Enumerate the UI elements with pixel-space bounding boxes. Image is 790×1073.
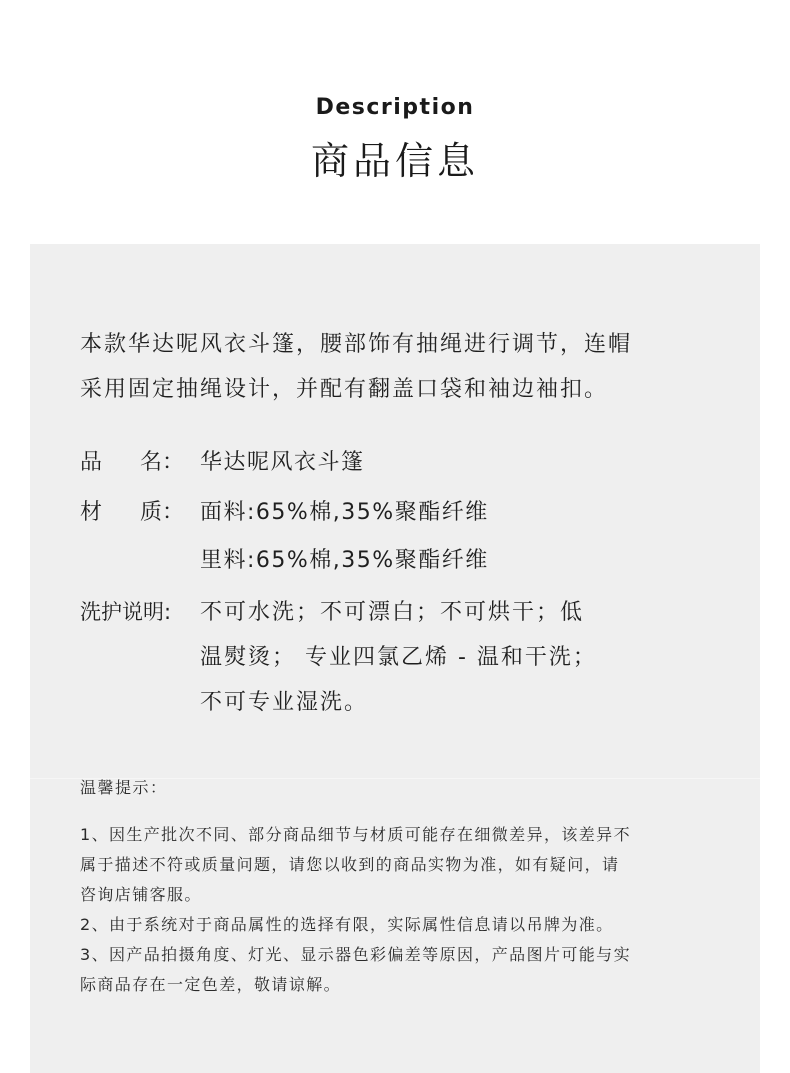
spec-label-material-char: 材 [80, 500, 103, 525]
spec-value-care [200, 590, 597, 725]
spec-label-name-char: 品 [80, 450, 103, 475]
spec-label-name-char: 名： [140, 450, 185, 475]
product-intro [80, 322, 720, 412]
care-line: 不可水洗；不可漂白；不可烘干；低 [200, 600, 585, 625]
care-line: 不可专业湿洗。 [200, 690, 369, 715]
notice-line: 1、因生产批次不同、部分商品细节与材质可能存在细微差异，该差异不 [80, 825, 631, 844]
notice-line: 咨询店铺客服。 [80, 885, 202, 904]
section-title-cn: 商品信息 [310, 139, 479, 183]
notice-line: 3、因产品拍摄角度、灯光、显示器色彩偏差等原因，产品图片可能与实 [80, 945, 631, 964]
spec-label-care: 洗护说明: [80, 600, 172, 624]
notice-line: 际商品存在一定色差，敬请谅解。 [80, 975, 342, 994]
spec-value-shell-material: 面料:65%棉,35%聚酯纤维 [200, 500, 489, 525]
intro-line: 本款华达呢风衣斗篷，腰部饰有抽绳进行调节，连帽 [80, 332, 633, 357]
intro-line: 采用固定抽绳设计，并配有翻盖口袋和袖边袖扣。 [80, 377, 609, 402]
spec-label-name [80, 440, 184, 485]
notice-line: 属于描述不符或质量问题，请您以收到的商品实物为准，如有疑问，请 [80, 855, 620, 874]
spec-value-name: 华达呢风衣斗篷 [200, 450, 365, 475]
spec-label-material-char: 质： [140, 500, 185, 525]
care-line: 温熨烫； 专业四氯乙烯 - 温和干洗； [200, 645, 597, 670]
notice-line: 2、由于系统对于商品属性的选择有限，实际属性信息请以吊牌为准。 [80, 915, 614, 934]
notice-list [80, 820, 720, 1000]
section-title-en: Description [315, 95, 475, 120]
spec-label-material [80, 490, 184, 535]
notice-title: 温馨提示： [80, 778, 168, 797]
spec-value-lining-material: 里料:65%棉,35%聚酯纤维 [200, 548, 489, 573]
